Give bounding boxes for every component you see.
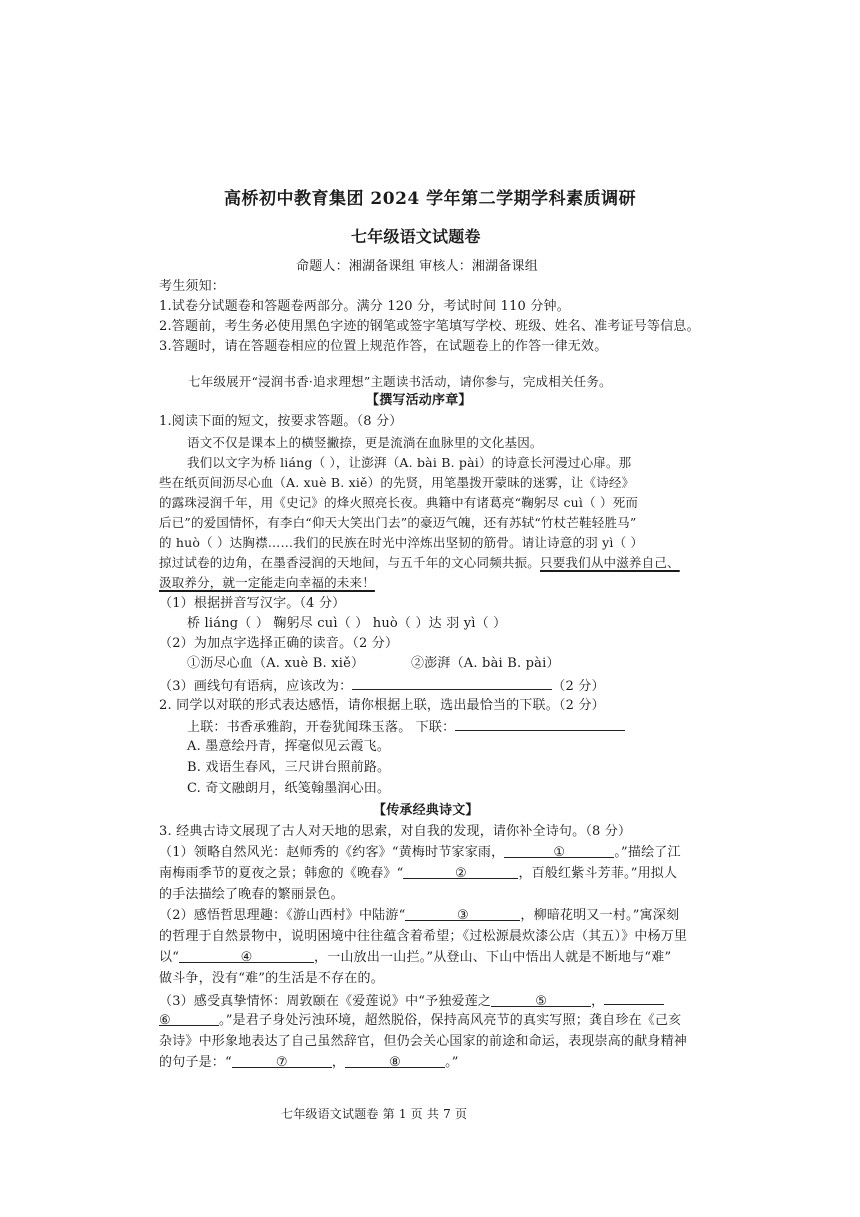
question-2: 2. 同学以对联的形式表达感悟，请你根据上联，选出最恰当的下联。（2 分）	[159, 698, 605, 713]
poem-blank-2: ②	[403, 865, 518, 879]
activity-intro: 七年级展开“浸润书香·追求理想”主题读书活动，请你参与，完成相关任务。	[188, 374, 612, 389]
notice-item-3: 3.答题时，请在答题卷相应的位置上规范作答，在试题卷上的作答一律无效。	[159, 339, 608, 354]
poem-line-11: 的句子是：“ ⑦ ， ⑧ 。”	[159, 1055, 459, 1070]
sub-question-1: （1）根据拼音写汉字。（4 分）	[159, 596, 346, 611]
page-footer: 七年级语文试题卷 第 1 页 共 7 页	[281, 1107, 468, 1121]
revision-answer-blank	[352, 676, 552, 690]
couplet-line: 上联：书香承雅韵，开卷犹闻珠玉落。 下联：	[187, 717, 625, 737]
couplet-option-c: C. 奇文融朗月，纸笺翰墨润心田。	[187, 781, 391, 796]
poem-blank-6-start	[604, 991, 664, 1005]
question-3: 3. 经典古诗文展现了古人对天地的思索，对自我的发现，请你补全诗句。（8 分）	[159, 824, 632, 839]
poem-line-5: 的哲理于自然景物中，说明困境中往往蕴含着希望；《过松源晨炊漆公店（其五）》中杨万里	[159, 929, 688, 944]
couplet-option-b: B. 戏语生春风，三尺讲台照前路。	[187, 760, 391, 775]
notice-heading: 考生须知：	[159, 279, 226, 294]
couplet-option-a: A. 墨意绘丹青，挥毫似见云霞飞。	[187, 739, 391, 754]
passage-line-3: 些在纸页间沥尽心血（A. xuè B. xiě）的先贤，用笔墨拨开蒙昧的迷雾，让《诗经》	[159, 475, 635, 490]
poem-blank-8: ⑧	[345, 1054, 445, 1068]
poem-line-9: ⑥ 。”是君子身处污浊环境，超然脱俗，保持高风亮节的真实写照；龚自珍在《己亥	[159, 1013, 682, 1028]
poem-blank-4: ④	[179, 949, 314, 963]
poem-line-7: 做斗争，没有“难”的生活是不存在的。	[159, 971, 384, 986]
poem-line-8: （3）感受真挚情怀：周敦颐在《爱莲说》中“予独爱莲之 ⑤ ，	[159, 991, 664, 1011]
poem-blank-3: ③	[405, 907, 520, 921]
passage-line-1: 语文不仅是课本上的横竖撇捺，更是流淌在血脉里的文化基因。	[187, 435, 543, 450]
passage-line-7: 掠过试卷的边角，在墨香浸润的天地间，与五千年的文心同频共振。只要我们从中滋养自己、	[159, 555, 680, 570]
passage-line-2: 我们以文字为桥 liáng（ ），让澎湃（A. bài B. pài）的诗意长河漫过心扉。那	[187, 455, 632, 470]
poem-blank-6: ⑥	[159, 1012, 219, 1026]
sub-question-3: （3）画线句有语病，应该改为： （2 分）	[159, 676, 605, 696]
section-heading-preface: 【撰写活动序章】	[366, 393, 472, 408]
underlined-sentence-part-2: 汲取养分，就一定能走向幸福的未来！	[159, 575, 375, 590]
sub-question-2: （2）为加点字选择正确的读音。（2 分）	[159, 636, 399, 651]
poem-line-10: 杂诗》中形象地表达了自己虽然辞官，但仍会关心国家的前途和命运，表现崇高的献身精神	[159, 1034, 688, 1049]
poem-line-6: 以“ ④ ，一山放出一山拦。”从登山、下山中悟出人就是不断地与“难”	[159, 950, 672, 965]
poem-line-2: 南梅雨季节的夏夜之景；韩愈的《晚春》“ ② ，百般红紫斗芳菲。”用拟人	[159, 866, 678, 881]
authors-line: 命题人：湘湖备课组 审核人：湘湖备课组	[296, 259, 538, 274]
couplet-answer-blank	[455, 717, 625, 731]
notice-item-1: 1.试卷分试题卷和答题卷两部分。满分 120 分，考试时间 110 分钟。	[159, 299, 570, 314]
poem-blank-1: ①	[504, 844, 614, 858]
passage-line-4: 的露珠浸润千年，用《史记》的烽火照亮长夜。典籍中有诸葛亮“鞠躬尽 cuì（ ）死而	[159, 495, 639, 510]
question-1: 1.阅读下面的短文，按要求答题。（8 分）	[159, 414, 403, 429]
passage-line-5: 后已”的爱国情怀，有李白“仰天大笑出门去”的豪迈气魄，还有苏轼“竹杖芒鞋轻胜马”	[159, 515, 637, 530]
exam-subtitle: 七年级语文试题卷	[351, 227, 481, 246]
poem-blank-5: ⑤	[491, 993, 591, 1007]
underlined-sentence-part-1: 只要我们从中滋养自己、	[540, 555, 680, 570]
passage-line-6: 的 huò（ ）达胸襟……我们的民族在时光中淬炼出坚韧的筋骨。请让诗意的羽 yì（ ）	[159, 535, 644, 550]
exam-title: 高桥初中教育集团 2024 学年第二学期学科素质调研	[224, 189, 637, 209]
pronunciation-option-2: ②澎湃（A. bài B. pài）	[411, 656, 560, 671]
notice-item-2: 2.答题前，考生务必使用黑色字迹的钢笔或签字笔填写学校、班级、姓名、准考证号等信息。	[159, 319, 700, 334]
pinyin-items: 桥 liáng（ ） 鞠躬尽 cuì（ ） huò（ ）达 羽 yì（ ）	[187, 616, 507, 631]
section-heading-classics: 【传承经典诗文】	[373, 803, 479, 818]
poem-line-3: 的手法描绘了晚春的繁丽景色。	[159, 887, 344, 902]
pronunciation-option-1: ①沥尽心血（A. xuè B. xiě）	[187, 656, 365, 671]
poem-line-1: （1）领略自然风光：赵师秀的《约客》“黄梅时节家家雨， ① 。”描绘了江	[159, 845, 681, 860]
poem-line-4: （2）感悟哲思理趣：《游山西村》中陆游“ ③ ，柳暗花明又一村。”寓深刻	[159, 908, 680, 923]
poem-blank-7: ⑦	[232, 1054, 332, 1068]
